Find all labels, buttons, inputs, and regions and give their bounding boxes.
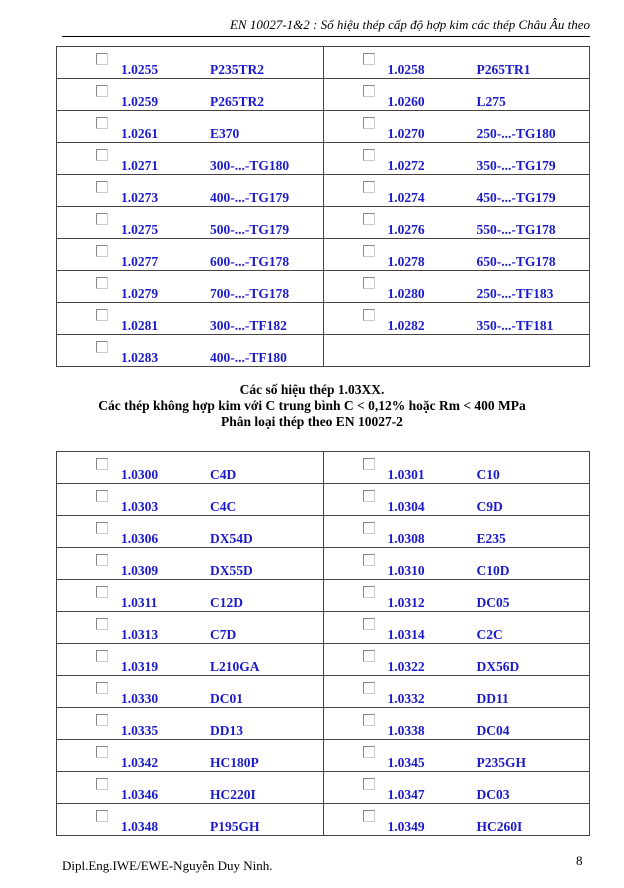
checkbox[interactable] <box>363 586 375 598</box>
steel-name: 450-...-TG179 <box>476 190 556 205</box>
table-cell <box>57 239 324 271</box>
steel-name: P265TR1 <box>476 62 531 77</box>
page-header: EN 10027-1&2 : Số hiệu thép cấp độ hợp kim các thép Châu Âu theo <box>229 17 590 32</box>
table-row <box>57 79 590 111</box>
table-cell <box>57 708 324 740</box>
table-cell <box>57 271 324 303</box>
checkbox[interactable] <box>96 53 108 65</box>
checkbox[interactable] <box>96 522 108 534</box>
steel-name: 400-...-TF180 <box>210 350 287 365</box>
table-row <box>57 548 590 580</box>
table-cell <box>57 676 324 708</box>
steel-number: 1.0335 <box>121 723 159 738</box>
section-heading-line-3: Phân loại thép theo EN 10027-2 <box>221 414 403 429</box>
checkbox[interactable] <box>96 117 108 129</box>
steel-number: 1.0345 <box>387 755 425 770</box>
steel-name: DD13 <box>210 723 243 738</box>
section-heading-line-1: Các số hiệu thép 1.03XX. <box>239 382 385 397</box>
steel-name: L210GA <box>210 659 260 674</box>
steel-name: P235TR2 <box>210 62 264 77</box>
steel-number: 1.0255 <box>121 62 159 77</box>
table-cell <box>323 772 590 804</box>
page-number: 8 <box>576 853 583 868</box>
steel-name: 250-...-TG180 <box>476 126 556 141</box>
table-cell <box>57 484 324 516</box>
table-cell <box>323 708 590 740</box>
steel-number: 1.0342 <box>121 755 159 770</box>
table-row <box>57 47 590 79</box>
checkbox[interactable] <box>363 309 375 321</box>
table-row <box>57 271 590 303</box>
table-cell <box>323 484 590 516</box>
table-row <box>57 239 590 271</box>
checkbox[interactable] <box>363 778 375 790</box>
steel-number: 1.0279 <box>121 286 159 301</box>
table-cell <box>57 303 324 335</box>
checkbox[interactable] <box>96 458 108 470</box>
steel-number: 1.0259 <box>121 94 159 109</box>
checkbox[interactable] <box>96 586 108 598</box>
checkbox[interactable] <box>96 490 108 502</box>
table-cell <box>323 143 590 175</box>
steel-number: 1.0283 <box>121 350 159 365</box>
table-row <box>57 804 590 836</box>
header-divider <box>62 36 590 37</box>
steel-number: 1.0314 <box>387 627 425 642</box>
steel-number: 1.0301 <box>387 467 425 482</box>
checkbox[interactable] <box>96 341 108 353</box>
checkbox[interactable] <box>363 490 375 502</box>
checkbox[interactable] <box>363 245 375 257</box>
steel-name: E235 <box>476 531 506 546</box>
table-cell <box>323 239 590 271</box>
steel-name: 300-...-TG180 <box>210 158 290 173</box>
table-cell <box>323 548 590 580</box>
steel-name: 600-...-TG178 <box>210 254 290 269</box>
steel-number: 1.0272 <box>387 158 425 173</box>
checkbox[interactable] <box>96 181 108 193</box>
checkbox[interactable] <box>363 650 375 662</box>
table-cell <box>323 175 590 207</box>
steel-name: C7D <box>210 627 237 642</box>
checkbox[interactable] <box>96 778 108 790</box>
steel-number: 1.0281 <box>121 318 159 333</box>
checkbox[interactable] <box>363 181 375 193</box>
steel-name: DD11 <box>476 691 509 706</box>
steel-name: 550-...-TG178 <box>476 222 556 237</box>
table-cell <box>323 303 590 335</box>
steel-name: 700-...-TG178 <box>210 286 290 301</box>
steel-number: 1.0338 <box>387 723 425 738</box>
table-row <box>57 740 590 772</box>
checkbox[interactable] <box>363 810 375 822</box>
table-cell <box>323 580 590 612</box>
steel-name: L275 <box>476 94 506 109</box>
steel-name: 250-...-TF183 <box>476 286 554 301</box>
checkbox[interactable] <box>96 554 108 566</box>
table-row <box>57 111 590 143</box>
checkbox[interactable] <box>363 117 375 129</box>
table-cell <box>323 207 590 239</box>
steel-number: 1.0330 <box>121 691 159 706</box>
table-cell <box>323 452 590 484</box>
checkbox[interactable] <box>363 53 375 65</box>
checkbox[interactable] <box>96 714 108 726</box>
steel-name: DC05 <box>476 595 510 610</box>
steel-name: C2C <box>476 627 503 642</box>
checkbox[interactable] <box>96 309 108 321</box>
checkbox[interactable] <box>363 277 375 289</box>
steel-name: HC260I <box>476 819 523 834</box>
steel-name: P235GH <box>476 755 526 770</box>
checkbox[interactable] <box>96 85 108 97</box>
steel-number: 1.0309 <box>121 563 159 578</box>
steel-number: 1.0260 <box>387 94 425 109</box>
table-cell <box>57 143 324 175</box>
steel-name: 300-...-TF182 <box>210 318 287 333</box>
section-heading-line-2: Các thép không hợp kim với C trung bình C < 0,12% hoặc Rm < 400 MPa <box>98 398 526 413</box>
table-cell <box>323 644 590 676</box>
table-row <box>57 516 590 548</box>
table-row <box>57 335 590 367</box>
table-row <box>57 708 590 740</box>
checkbox[interactable] <box>96 650 108 662</box>
table-cell <box>323 516 590 548</box>
checkbox[interactable] <box>363 85 375 97</box>
table-cell <box>57 79 324 111</box>
table-cell <box>323 612 590 644</box>
steel-number: 1.0275 <box>121 222 159 237</box>
table-cell <box>57 47 324 79</box>
table-cell <box>57 804 324 836</box>
checkbox[interactable] <box>96 149 108 161</box>
table-cell <box>323 804 590 836</box>
steel-number: 1.0270 <box>387 126 425 141</box>
steel-name: C4D <box>210 467 237 482</box>
checkbox[interactable] <box>363 618 375 630</box>
steel-number: 1.0347 <box>387 787 425 802</box>
steel-name: C10 <box>476 467 500 482</box>
table-row <box>57 175 590 207</box>
table-cell <box>57 644 324 676</box>
steel-name: 650-...-TG178 <box>476 254 556 269</box>
checkbox[interactable] <box>96 277 108 289</box>
checkbox[interactable] <box>96 618 108 630</box>
steel-name: P265TR2 <box>210 94 264 109</box>
table-cell <box>57 335 324 367</box>
steel-name: C4C <box>210 499 237 514</box>
steel-name: 350-...-TF181 <box>476 318 554 333</box>
checkbox[interactable] <box>96 682 108 694</box>
table-cell <box>57 111 324 143</box>
steel-grade-table-103xx <box>56 451 590 836</box>
steel-number: 1.0282 <box>387 318 425 333</box>
steel-number: 1.0278 <box>387 254 425 269</box>
table-cell <box>323 676 590 708</box>
steel-number: 1.0319 <box>121 659 159 674</box>
table-cell <box>57 516 324 548</box>
table-row <box>57 772 590 804</box>
steel-name: E370 <box>210 126 240 141</box>
table-row <box>57 452 590 484</box>
checkbox[interactable] <box>96 213 108 225</box>
table-row <box>57 303 590 335</box>
steel-number: 1.0273 <box>121 190 159 205</box>
table-cell <box>323 47 590 79</box>
steel-number: 1.0312 <box>387 595 425 610</box>
steel-number: 1.0332 <box>387 691 425 706</box>
section-heading <box>0 382 624 430</box>
steel-number: 1.0349 <box>387 819 425 834</box>
table-cell <box>57 548 324 580</box>
table-cell <box>57 740 324 772</box>
steel-name: DC01 <box>210 691 243 706</box>
table-cell <box>57 772 324 804</box>
table-cell <box>323 111 590 143</box>
checkbox[interactable] <box>363 213 375 225</box>
checkbox[interactable] <box>96 245 108 257</box>
table-cell <box>57 612 324 644</box>
steel-number: 1.0276 <box>387 222 425 237</box>
steel-number: 1.0261 <box>121 126 159 141</box>
steel-name: C12D <box>210 595 243 610</box>
table-cell <box>57 175 324 207</box>
steel-number: 1.0258 <box>387 62 425 77</box>
checkbox[interactable] <box>363 746 375 758</box>
checkbox[interactable] <box>363 682 375 694</box>
table-row <box>57 676 590 708</box>
steel-name: DX54D <box>210 531 253 546</box>
steel-number: 1.0271 <box>121 158 159 173</box>
steel-number: 1.0346 <box>121 787 159 802</box>
steel-name: 500-...-TG179 <box>210 222 290 237</box>
table-row <box>57 612 590 644</box>
steel-name: C10D <box>476 563 510 578</box>
table-cell <box>57 452 324 484</box>
table-cell <box>323 335 590 367</box>
steel-number: 1.0306 <box>121 531 159 546</box>
footer-author: Dipl.Eng.IWE/EWE-Nguyễn Duy Ninh. <box>62 858 273 873</box>
steel-number: 1.0322 <box>387 659 425 674</box>
steel-name: P195GH <box>210 819 260 834</box>
steel-grade-table-102xx <box>56 46 590 367</box>
steel-name: 400-...-TG179 <box>210 190 290 205</box>
steel-number: 1.0280 <box>387 286 425 301</box>
steel-name: HC180P <box>210 755 259 770</box>
steel-name: DC03 <box>476 787 510 802</box>
steel-name: 350-...-TG179 <box>476 158 556 173</box>
steel-name: DC04 <box>476 723 510 738</box>
steel-number: 1.0303 <box>121 499 159 514</box>
steel-number: 1.0308 <box>387 531 425 546</box>
checkbox[interactable] <box>363 714 375 726</box>
steel-number: 1.0304 <box>387 499 425 514</box>
steel-name: DX55D <box>210 563 253 578</box>
table-row <box>57 580 590 612</box>
steel-number: 1.0310 <box>387 563 425 578</box>
checkbox[interactable] <box>96 746 108 758</box>
checkbox[interactable] <box>363 458 375 470</box>
steel-name: DX56D <box>476 659 520 674</box>
table-row <box>57 207 590 239</box>
table-cell <box>57 580 324 612</box>
steel-number: 1.0313 <box>121 627 159 642</box>
steel-number: 1.0300 <box>121 467 159 482</box>
checkbox[interactable] <box>363 522 375 534</box>
steel-number: 1.0348 <box>121 819 159 834</box>
steel-number: 1.0274 <box>387 190 425 205</box>
steel-name: C9D <box>476 499 503 514</box>
table-cell <box>323 79 590 111</box>
table-cell <box>323 740 590 772</box>
checkbox[interactable] <box>363 149 375 161</box>
table-cell <box>323 271 590 303</box>
steel-name: HC220I <box>210 787 256 802</box>
table-row <box>57 484 590 516</box>
table-cell <box>57 207 324 239</box>
table-row <box>57 644 590 676</box>
checkbox[interactable] <box>363 554 375 566</box>
steel-number: 1.0277 <box>121 254 159 269</box>
table-row <box>57 143 590 175</box>
checkbox[interactable] <box>96 810 108 822</box>
steel-number: 1.0311 <box>121 595 158 610</box>
